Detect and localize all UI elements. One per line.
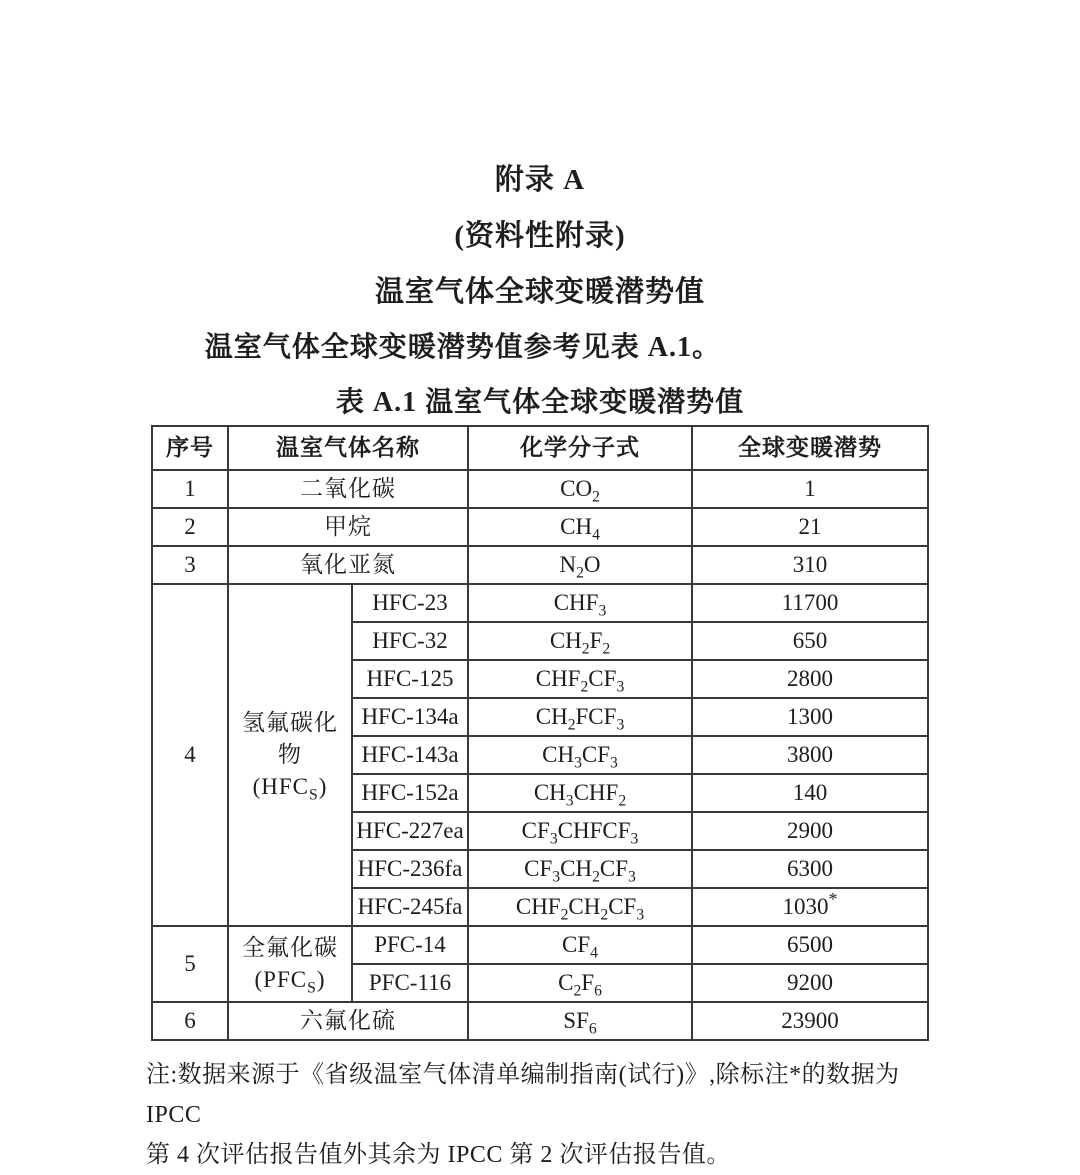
table-caption: 表 A.1 温室气体全球变暖潜势值 — [335, 387, 745, 418]
pfc-group-name: 全氟化碳 — [242, 935, 338, 960]
cell-gwp: 1030* — [692, 888, 928, 926]
cell-formula: $CHF_2CH_2CF_3$ — [468, 888, 692, 926]
cell-gwp: 11700 — [692, 584, 928, 622]
cell-formula: $CF_3CHFCF_3$ — [468, 812, 692, 850]
cell-code: HFC-134a — [352, 698, 468, 736]
pfc-group-abbr: $(PFC_S)$ — [254, 967, 326, 997]
cell-code: PFC-116 — [352, 964, 468, 1002]
cell-formula: $CH_4$ — [468, 508, 692, 546]
cell-code: HFC-227ea — [352, 812, 468, 850]
cell-gwp: 21 — [692, 508, 928, 546]
appendix-title: 温室气体全球变暖潜势值 — [374, 276, 705, 308]
cell-no: 2 — [152, 508, 228, 546]
cell-formula: $N_2O$ — [468, 546, 692, 584]
cell-gwp: 9200 — [692, 964, 928, 1002]
cell-name-pfc-group — [228, 926, 352, 1002]
table-row — [152, 584, 928, 622]
header-formula: 化学分子式 — [468, 426, 692, 470]
cell-code: HFC-32 — [352, 622, 468, 660]
cell-name: 氧化亚氮 — [228, 546, 468, 584]
cell-name: 六氟化硫 — [228, 1002, 468, 1040]
cell-formula: $CO_2$ — [468, 470, 692, 508]
note-line-2: 第 4 次评估报告值外其余为 IPCC 第 2 次评估报告值。 — [146, 1142, 731, 1168]
cell-gwp: 6500 — [692, 926, 928, 964]
cell-code: HFC-125 — [352, 660, 468, 698]
cell-name-hfc-group — [228, 584, 352, 926]
header-no: 序号 — [152, 426, 228, 470]
cell-code: HFC-245fa — [352, 888, 468, 926]
table-row — [152, 926, 928, 964]
cell-formula: $SF_6$ — [468, 1002, 692, 1040]
gwp-table — [151, 425, 929, 1041]
note-line-1: 注:数据来源于《省级温室气体清单编制指南(试行)》,除标注*的数据为 IPCC — [146, 1062, 900, 1128]
cell-code: HFC-143a — [352, 736, 468, 774]
table-row — [152, 470, 928, 508]
cell-gwp: 6300 — [692, 850, 928, 888]
cell-formula: $CF_4$ — [468, 926, 692, 964]
cell-formula: $CHF_2CF_3$ — [468, 660, 692, 698]
cell-no: 3 — [152, 546, 228, 584]
cell-gwp: 1 — [692, 470, 928, 508]
hfc-group-abbr: $(HFC_S)$ — [252, 774, 328, 804]
cell-code: HFC-23 — [352, 584, 468, 622]
appendix-label: 附录 A — [494, 164, 586, 196]
header-gwp: 全球变暖潜势 — [692, 426, 928, 470]
cell-gwp: 310 — [692, 546, 928, 584]
table-header-row — [152, 426, 928, 470]
cell-formula: $C_2F_6$ — [468, 964, 692, 1002]
table-row — [152, 546, 928, 584]
cell-formula: $CHF_3$ — [468, 584, 692, 622]
cell-gwp: 1300 — [692, 698, 928, 736]
cell-formula: $CH_3CF_3$ — [468, 736, 692, 774]
cell-gwp: 23900 — [692, 1002, 928, 1040]
intro-paragraph: 温室气体全球变暖潜势值参考见表 A.1。 — [204, 332, 722, 363]
cell-name: 甲烷 — [228, 508, 468, 546]
cell-code: HFC-236fa — [352, 850, 468, 888]
cell-gwp: 3800 — [692, 736, 928, 774]
cell-gwp: 2900 — [692, 812, 928, 850]
cell-no-pfc-group: 5 — [152, 926, 228, 1002]
table-row — [152, 1002, 928, 1040]
cell-gwp: 140 — [692, 774, 928, 812]
cell-gwp: 2800 — [692, 660, 928, 698]
cell-formula: $CH_2F_2$ — [468, 622, 692, 660]
appendix-type: (资料性附录) — [454, 220, 626, 252]
table-row — [152, 508, 928, 546]
cell-no-hfc-group: 4 — [152, 584, 228, 926]
table-note — [146, 1055, 934, 1175]
cell-code: PFC-14 — [352, 926, 468, 964]
cell-formula: $CH_2FCF_3$ — [468, 698, 692, 736]
cell-no: 1 — [152, 470, 228, 508]
cell-formula: $CF_3CH_2CF_3$ — [468, 850, 692, 888]
hfc-group-name: 氢氟碳化物 — [242, 710, 338, 767]
cell-no: 6 — [152, 1002, 228, 1040]
cell-gwp: 650 — [692, 622, 928, 660]
cell-name: 二氧化碳 — [228, 470, 468, 508]
cell-code: HFC-152a — [352, 774, 468, 812]
cell-formula: $CH_3CHF_2$ — [468, 774, 692, 812]
header-name: 温室气体名称 — [228, 426, 468, 470]
